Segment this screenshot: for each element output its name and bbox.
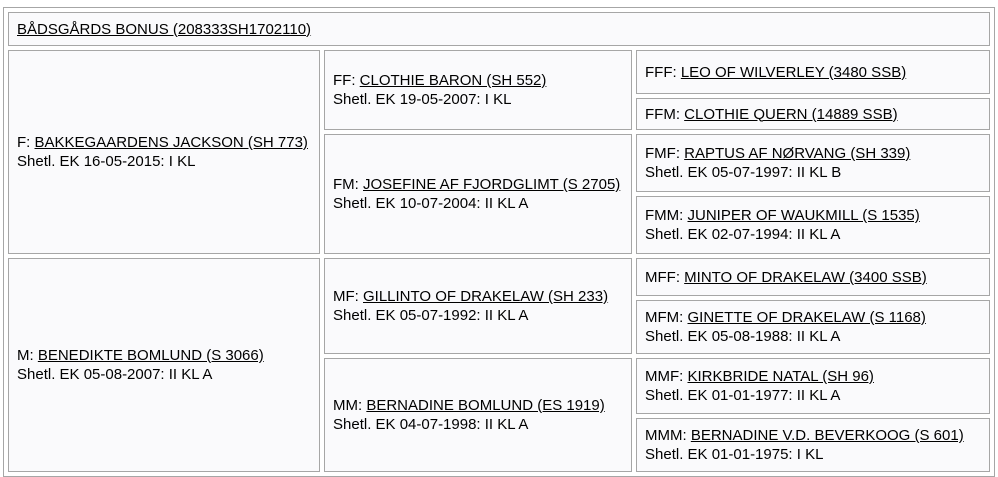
relation-prefix-mff: MFF: [645, 268, 680, 286]
pedigree-cell-fmm [636, 196, 990, 254]
horse-link-fmm[interactable]: JUNIPER OF WAUKMILL (S 1535) [687, 207, 920, 224]
horse-link-ffm[interactable]: CLOTHIE QUERN (14889 SSB) [684, 105, 898, 123]
pedigree-cell-f [8, 50, 320, 254]
evaluation-detail-fm: Shetl. EK 10-07-2004: II KL A [333, 195, 529, 212]
pedigree-page [0, 7, 998, 463]
relation-prefix-ff: FF: [333, 72, 356, 89]
horse-link-fff[interactable]: LEO OF WILVERLEY (3480 SSB) [680, 63, 907, 81]
pedigree-cell-ff [324, 50, 632, 130]
horse-link-mmf[interactable]: KIRKBRIDE NATAL (SH 96) [687, 368, 874, 385]
horse-link-mf[interactable]: GILLINTO OF DRAKELAW (SH 233) [363, 288, 609, 305]
horse-link-mmm[interactable]: BERNADINE V.D. BEVERKOOG (S 601) [690, 427, 964, 444]
pedigree-cell-mf [324, 258, 632, 354]
horse-link-f[interactable]: BAKKEGAARDENS JACKSON (SH 773) [34, 134, 308, 151]
relation-prefix-f: F: [17, 134, 31, 151]
pedigree-cell-fff [636, 50, 990, 94]
pedigree-cell-mm [324, 358, 632, 472]
horse-link-mm[interactable]: BERNADINE BOMLUND (ES 1919) [366, 397, 605, 414]
pedigree-cell-subject [8, 12, 990, 46]
evaluation-detail-ff: Shetl. EK 19-05-2007: I KL [333, 91, 512, 108]
relation-prefix-m: M: [17, 347, 34, 364]
horse-link-m[interactable]: BENEDIKTE BOMLUND (S 3066) [37, 347, 264, 364]
pedigree-cell-mfm [636, 300, 990, 354]
evaluation-detail-mfm: Shetl. EK 05-08-1988: II KL A [645, 328, 841, 345]
evaluation-detail-f: Shetl. EK 16-05-2015: I KL [17, 153, 196, 170]
relation-prefix-mmf: MMF: [645, 368, 684, 385]
relation-prefix-mfm: MFM: [645, 309, 684, 326]
evaluation-detail-mm: Shetl. EK 04-07-1998: II KL A [333, 416, 529, 433]
horse-link-subject[interactable]: BÅDSGÅRDS BONUS (208333SH1702110) [17, 20, 312, 38]
horse-link-mff[interactable]: MINTO OF DRAKELAW (3400 SSB) [684, 268, 927, 286]
relation-prefix-mmm: MMM: [645, 427, 687, 444]
pedigree-cell-fm [324, 134, 632, 254]
relation-prefix-fff: FFF: [645, 63, 677, 81]
pedigree-cell-m [8, 258, 320, 472]
relation-prefix-fm: FM: [333, 176, 359, 193]
evaluation-detail-fmf: Shetl. EK 05-07-1997: II KL B [645, 164, 842, 181]
horse-link-mfm[interactable]: GINETTE OF DRAKELAW (S 1168) [687, 309, 926, 326]
horse-link-fm[interactable]: JOSEFINE AF FJORDGLIMT (S 2705) [363, 176, 621, 193]
evaluation-detail-mmf: Shetl. EK 01-01-1977: II KL A [645, 387, 841, 404]
relation-prefix-mf: MF: [333, 288, 359, 305]
pedigree-cell-ffm [636, 98, 990, 130]
pedigree-cell-mff [636, 258, 990, 296]
evaluation-detail-fmm: Shetl. EK 02-07-1994: II KL A [645, 226, 841, 243]
evaluation-detail-mmm: Shetl. EK 01-01-1975: I KL [645, 446, 824, 463]
pedigree-cell-mmm [636, 418, 990, 472]
horse-link-fmf[interactable]: RAPTUS AF NØRVANG (SH 339) [684, 145, 911, 162]
evaluation-detail-m: Shetl. EK 05-08-2007: II KL A [17, 366, 213, 383]
evaluation-detail-mf: Shetl. EK 05-07-1992: II KL A [333, 307, 529, 324]
pedigree-cell-fmf [636, 134, 990, 192]
relation-prefix-ffm: FFM: [645, 105, 680, 123]
relation-prefix-fmm: FMM: [645, 207, 684, 224]
pedigree-cell-mmf [636, 358, 990, 414]
relation-prefix-mm: MM: [333, 397, 363, 414]
horse-link-ff[interactable]: CLOTHIE BARON (SH 552) [359, 72, 547, 89]
pedigree-table [3, 7, 995, 477]
relation-prefix-fmf: FMF: [645, 145, 680, 162]
